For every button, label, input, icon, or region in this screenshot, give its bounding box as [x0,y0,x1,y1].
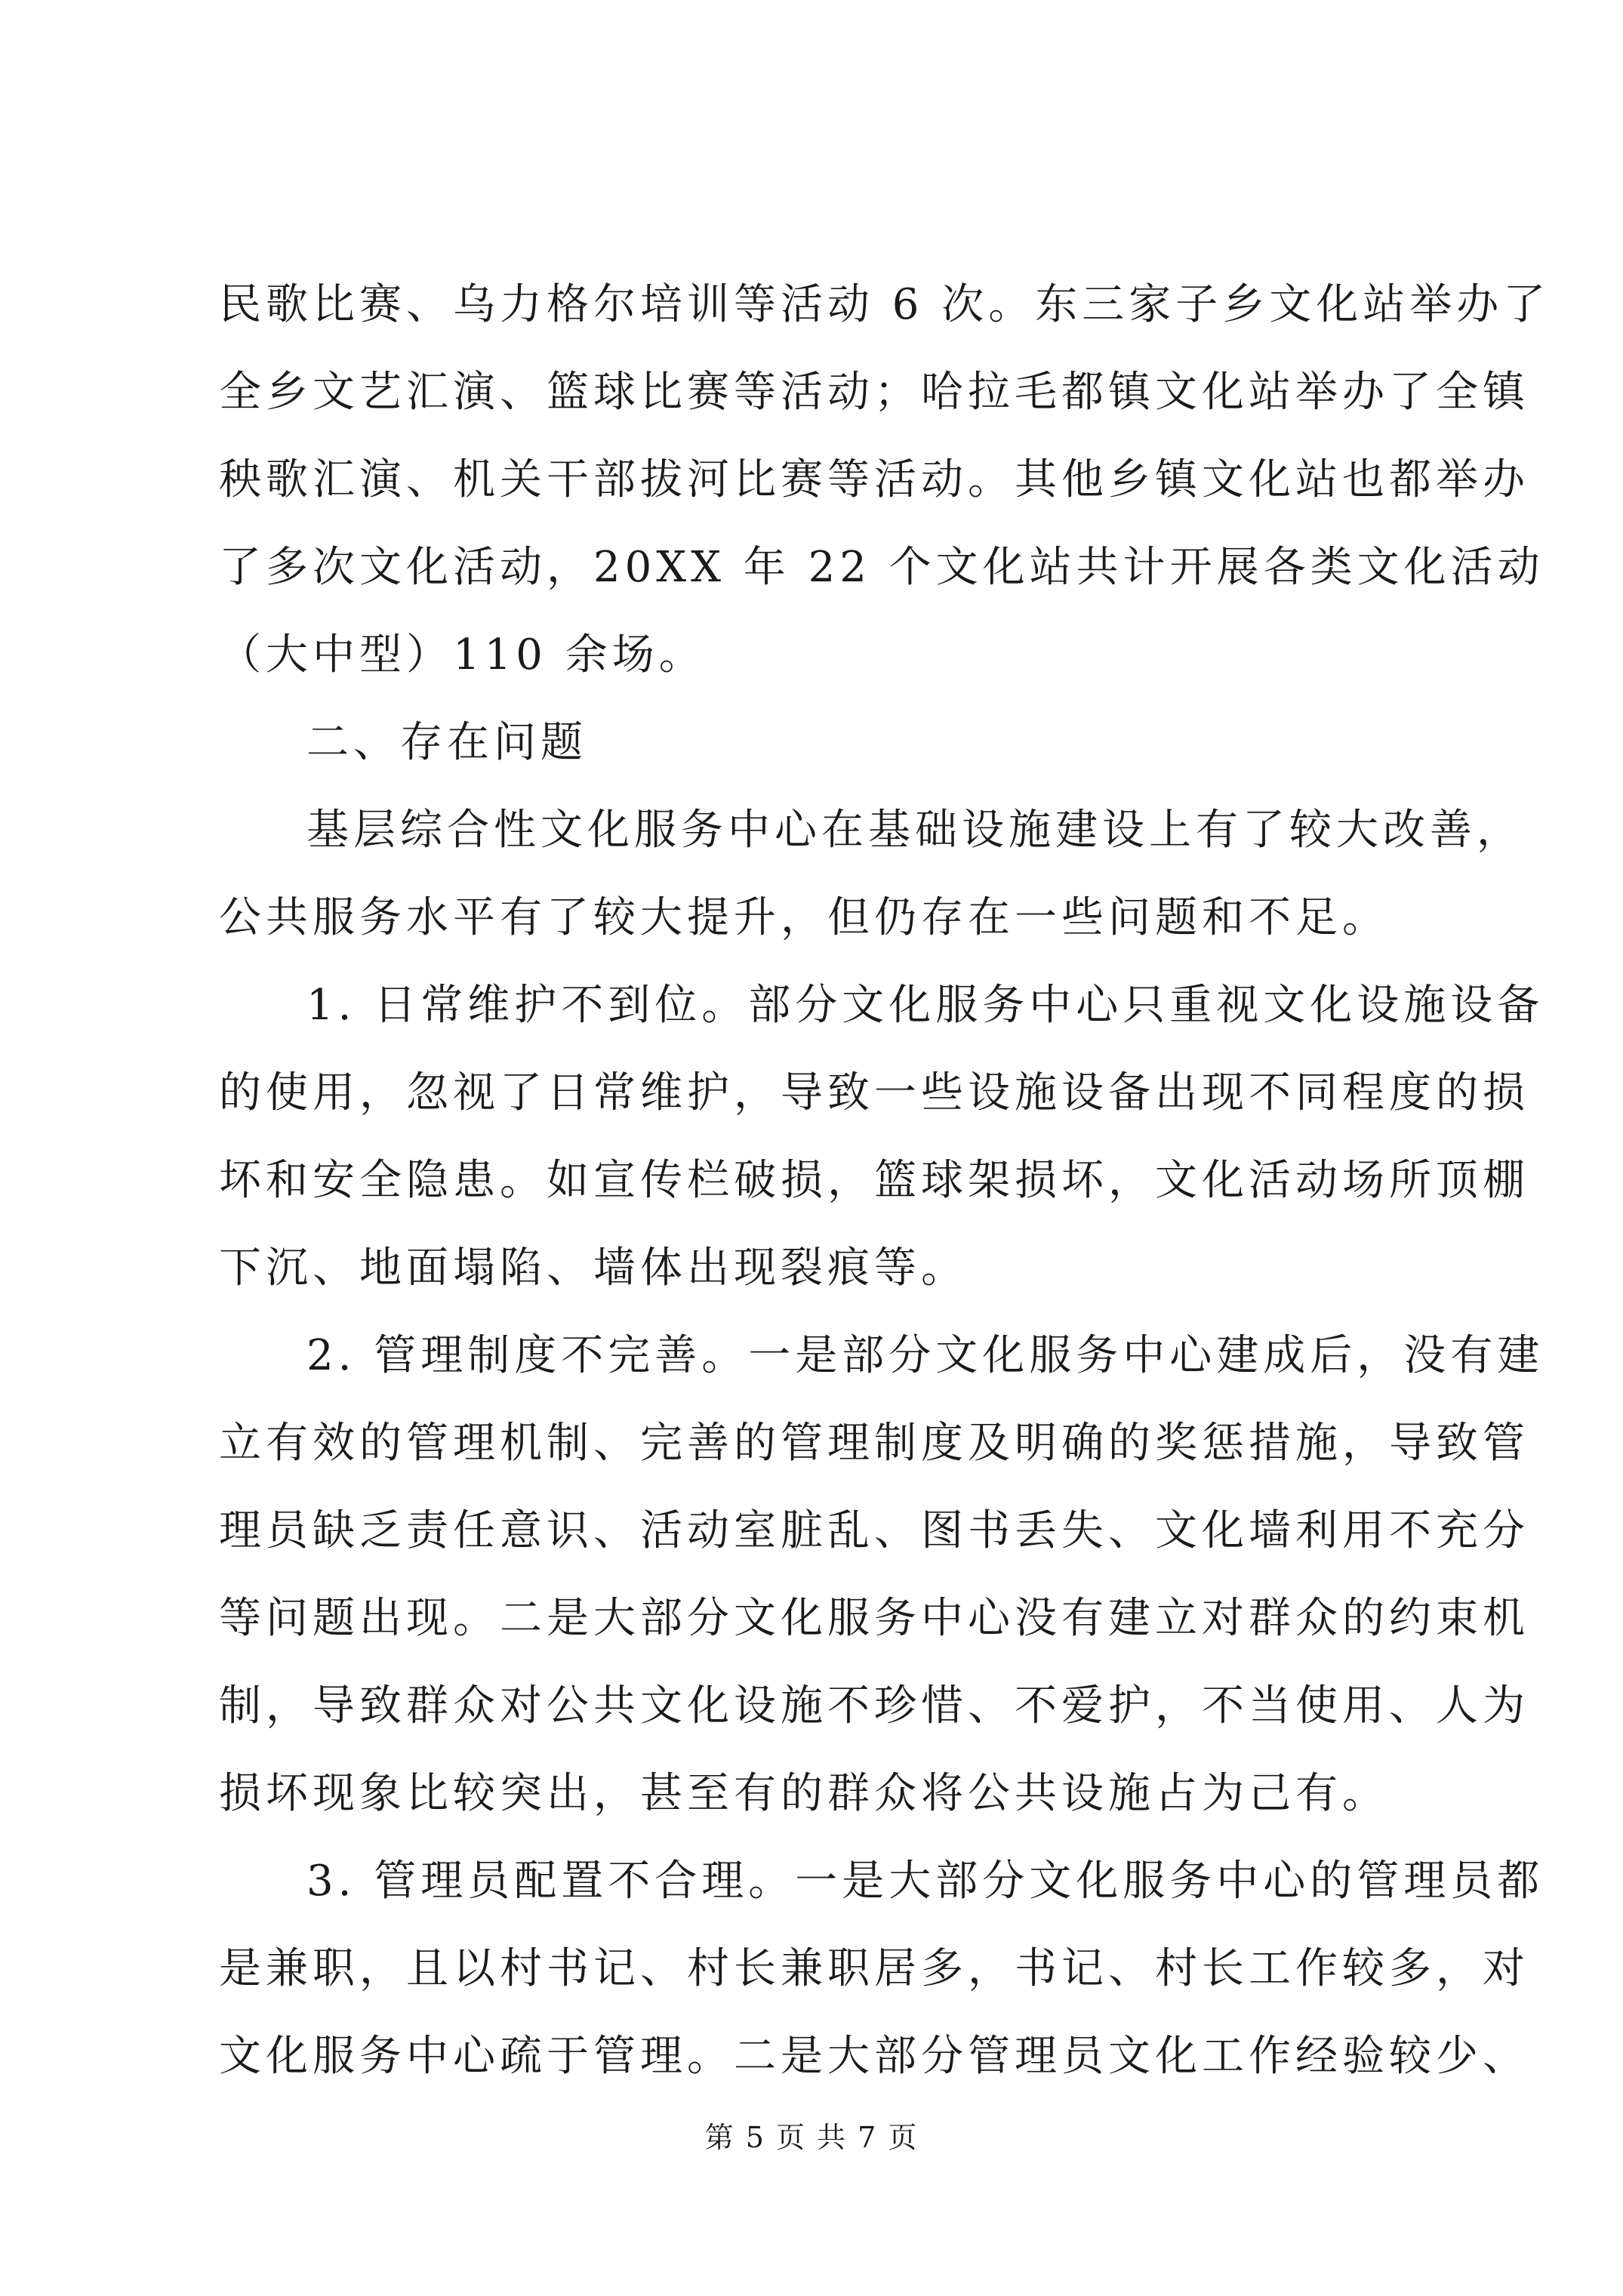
text-line: 下沉、地面塌陷、墙体出现裂痕等。 [219,1244,968,1293]
text-line: 立有效的管理机制、完善的管理制度及明确的奖惩措施，导致管 [219,1419,1529,1468]
text-line: 全乡文艺汇演、篮球比赛等活动；哈拉毛都镇文化站举办了全镇 [219,368,1529,417]
text-line: 2. 管理制度不完善。一是部分文化服务中心建成后，没有建 [306,1331,1544,1380]
text-line: （大中型）110 余场。 [219,630,706,680]
text-line: 秧歌汇演、机关干部拔河比赛等活动。其他乡镇文化站也都举办 [219,455,1529,504]
text-line: 理员缺乏责任意识、活动室脏乱、图书丢失、文化墙利用不充分 [219,1506,1529,1555]
document-body [219,261,1551,2100]
text-line: 损坏现象比较突出，甚至有的群众将公共设施占为己有。 [219,1769,1389,1818]
text-line: 二、存在问题 [306,718,587,767]
text-line: 的使用，忽视了日常维护，导致一些设施设备出现不同程度的损 [219,1068,1529,1117]
text-line: 1. 日常维护不到位。部分文化服务中心只重视文化设施设备 [306,981,1544,1030]
text-line: 公共服务水平有了较大提升，但仍存在一些问题和不足。 [219,893,1389,942]
text-line: 文化服务中心疏于管理。二是大部分管理员文化工作经验较少、 [219,2032,1529,2081]
text-line: 基层综合性文化服务中心在基础设施建设上有了较大改善， [306,806,1523,855]
text-line: 民歌比赛、乌力格尔培训等活动 6 次。东三家子乡文化站举办了 [219,280,1551,329]
text-line: 是兼职，且以村书记、村长兼职居多，书记、村长工作较多，对 [219,1944,1529,1993]
page-footer: 第 5 页 共 7 页 [704,2121,919,2154]
text-line: 了多次文化活动，20XX 年 22 个文化站共计开展各类文化活动 [219,543,1544,592]
text-line: 制，导致群众对公共文化设施不珍惜、不爱护，不当使用、人为 [219,1681,1529,1730]
text-line: 坏和安全隐患。如宣传栏破损，篮球架损坏，文化活动场所顶棚 [219,1156,1529,1205]
text-line: 3. 管理员配置不合理。一是大部分文化服务中心的管理员都 [306,1857,1544,1906]
text-line: 等问题出现。二是大部分文化服务中心没有建立对群众的约束机 [219,1594,1529,1643]
